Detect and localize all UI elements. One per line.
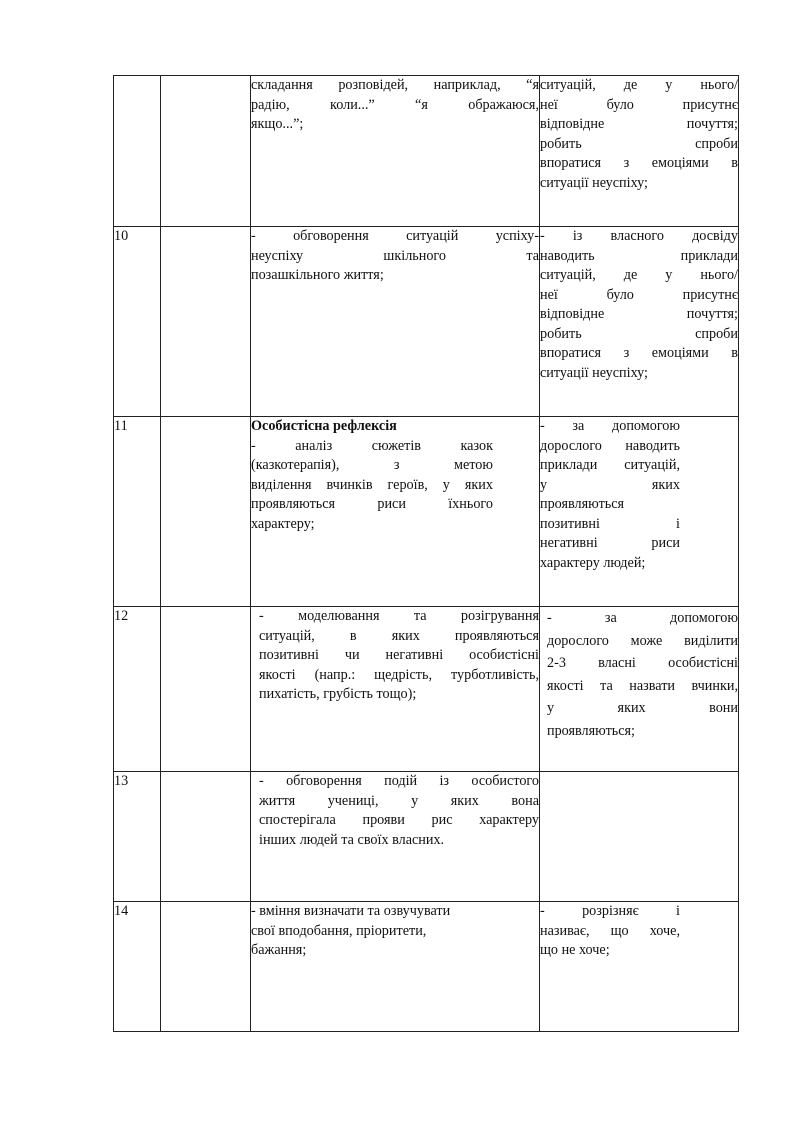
text-line: неї було присутнє [540,96,738,113]
text-line: інших людей та своїх власних. [259,831,445,848]
empty-cell [161,902,251,1032]
content-cell [251,772,540,902]
row-number-cell [114,76,161,227]
text-line: ситуацій, де у нього/ [540,267,738,283]
result-cell [540,772,739,902]
text-line: що не хоче; [540,942,610,958]
content-cell [251,902,540,1032]
table-row [114,772,739,902]
text-line: - за допомогою [540,418,680,434]
empty-cell [161,417,251,607]
text-line: (казкотерапія), з метою [251,457,493,473]
content-cell [251,76,540,227]
result-cell [540,76,739,227]
text-line: - розрізняє і [540,903,680,919]
text-line: спостерігала прояви рис характеру [259,812,539,828]
text-line: у яких вони [547,700,738,716]
text-line: робить спроби [540,135,738,152]
text-line: відповідне почуття; [540,116,738,132]
text-line: називає, що хоче, [540,922,680,939]
text-line: характеру; [251,515,315,532]
result-cell [540,607,739,772]
text-line: - за допомогою [547,610,738,626]
text-line: проявляються риси їхнього [251,496,493,512]
text-line: відповідне почуття; [540,306,738,322]
table-row [114,902,739,1032]
empty-cell [161,607,251,772]
text-line: 2-3 власні особистісні [547,655,738,671]
text-line: наводить приклади [540,247,738,264]
empty-cell [161,772,251,902]
text-line: пихатість, грубість тощо); [259,686,417,702]
text-line: складання розповідей, наприклад, “я [251,77,539,93]
text-line: якості (напр.: щедрість, турботливість, [259,666,539,683]
text-line: приклади ситуацій, [540,457,680,473]
text-line: - аналіз сюжетів казок [251,437,493,454]
text-line: робить спроби [540,325,738,342]
text-line: дорослого наводить [540,437,680,454]
table-row [114,417,739,607]
text-line: - із власного досвіду [540,228,738,244]
table-row [114,76,739,227]
content-cell [251,417,540,607]
text-line: проявляються [540,496,625,512]
text-line: позашкільного життя; [251,267,384,283]
text-line: якості та назвати вчинки, [547,677,738,694]
text-line: впоратися з емоціями в [540,155,738,171]
table-row [114,607,739,772]
text-line: - вміння визначати та озвучувати [251,903,451,919]
empty-cell [161,227,251,417]
row-number-cell: 14 [114,902,161,1032]
text-line: життя учениці, у яких вона [259,792,539,809]
text-line: - обговорення ситуацій успіху- [251,228,539,244]
result-cell [540,227,739,417]
text-line: проявляються; [547,722,635,739]
row-number-cell: 13 [114,772,161,902]
result-cell [540,417,739,607]
text-line: бажання; [251,942,307,958]
empty-cell [161,76,251,227]
text-line: радію, коли...” “я ображаюся, [251,96,539,113]
text-line: позитивні чи негативні особистісні [259,647,539,663]
row-number-cell: 12 [114,607,161,772]
row-number-cell: 11 [114,417,161,607]
text-line: - обговорення подій із особистого [259,773,539,789]
text-line: у яких [540,476,680,493]
row-number-cell: 10 [114,227,161,417]
content-cell [251,227,540,417]
text-line: негативні риси [540,535,680,551]
text-line: ситуації неуспіху; [540,174,648,191]
text-line: впоратися з емоціями в [540,345,738,361]
text-line: якщо...”; [251,116,304,132]
section-heading: Особистісна рефлексія [251,418,397,434]
result-cell [540,902,739,1032]
text-line: неї було присутнє [540,286,738,303]
text-line: ситуацій, де у нього/ [540,77,738,93]
table-row [114,227,739,417]
text-line: свої вподобання, пріоритети, [251,922,427,939]
text-line: виділення вчинків героїв, у яких [251,476,493,493]
text-line: ситуації неуспіху; [540,364,648,381]
text-line: неуспіху шкільного та [251,247,539,264]
content-cell [251,607,540,772]
text-line: ситуацій, в яких проявляються [259,627,539,644]
text-line: дорослого може виділити [547,632,738,649]
text-line: характеру людей; [540,554,646,571]
plan-table [113,75,739,1032]
text-line: - моделювання та розігрування [259,608,539,624]
text-line: позитивні і [540,515,680,532]
